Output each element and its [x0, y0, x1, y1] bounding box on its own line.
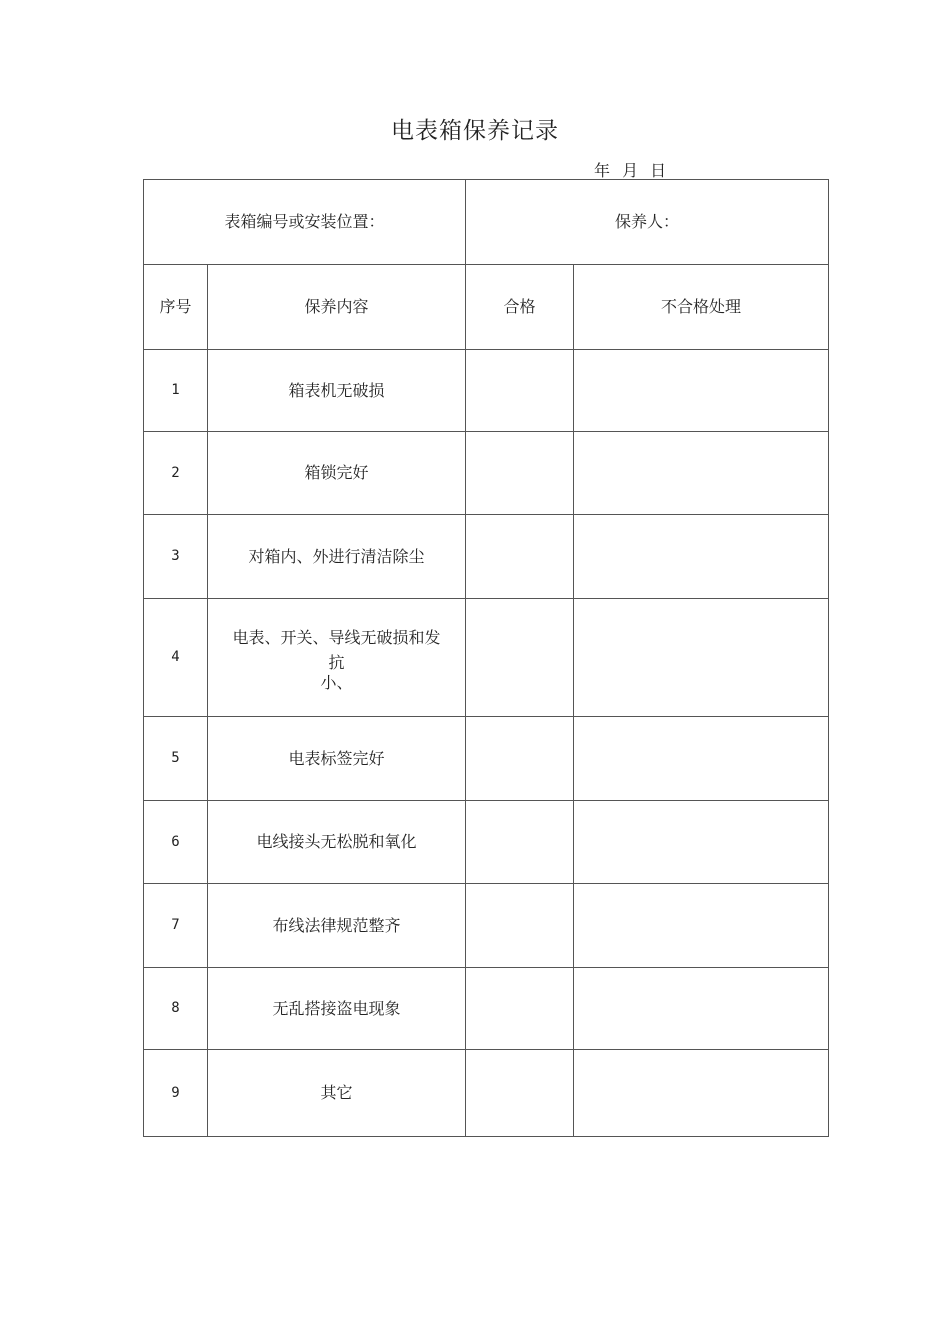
- row-content-line: 小、: [320, 672, 353, 692]
- box-label-cell: 表箱编号或安装位置：: [144, 180, 466, 265]
- row-number: 4: [144, 599, 208, 717]
- row-content: [208, 599, 466, 717]
- row-content-line: 抗: [328, 652, 345, 672]
- pass-cell[interactable]: [466, 717, 574, 801]
- row-number: 5: [144, 717, 208, 801]
- pass-cell[interactable]: [466, 801, 574, 884]
- row-content: 对箱内、外进行清洁除尘: [208, 515, 466, 599]
- fail-handling-cell[interactable]: [574, 599, 829, 717]
- fail-handling-cell[interactable]: [574, 717, 829, 801]
- row-content: 箱表机无破损: [208, 350, 466, 432]
- pass-cell[interactable]: [466, 1050, 574, 1137]
- table-row: [144, 968, 829, 1050]
- pass-cell[interactable]: [466, 599, 574, 717]
- fail-handling-cell[interactable]: [574, 1050, 829, 1137]
- header-row: [144, 180, 829, 265]
- row-number: 3: [144, 515, 208, 599]
- fail-handling-cell[interactable]: [574, 432, 829, 515]
- maintenance-record-table: [143, 179, 829, 1137]
- pass-cell[interactable]: [466, 968, 574, 1050]
- row-number: 7: [144, 884, 208, 968]
- pass-cell[interactable]: [466, 515, 574, 599]
- column-header-pass: 合格: [466, 265, 574, 350]
- fail-handling-cell[interactable]: [574, 884, 829, 968]
- fail-handling-cell[interactable]: [574, 801, 829, 884]
- table-row: [144, 1050, 829, 1137]
- row-content: 电表标签完好: [208, 717, 466, 801]
- table-row: [144, 515, 829, 599]
- row-content: 箱锁完好: [208, 432, 466, 515]
- fail-handling-cell[interactable]: [574, 350, 829, 432]
- column-header-index: 序号: [144, 265, 208, 350]
- document-title: 电表箱保养记录: [391, 118, 559, 144]
- pass-cell[interactable]: [466, 432, 574, 515]
- row-content-line: 电表、开关、导线无破损和发: [232, 627, 441, 647]
- table-row: [144, 599, 829, 717]
- row-content: 布线法律规范整齐: [208, 884, 466, 968]
- fail-handling-cell[interactable]: [574, 968, 829, 1050]
- row-number: 6: [144, 801, 208, 884]
- row-number: 8: [144, 968, 208, 1050]
- table-row: [144, 432, 829, 515]
- column-header-row: [144, 265, 829, 350]
- table-row: [144, 884, 829, 968]
- row-number: 9: [144, 1050, 208, 1137]
- column-header-fail-handling: 不合格处理: [574, 265, 829, 350]
- pass-cell[interactable]: [466, 350, 574, 432]
- pass-cell[interactable]: [466, 884, 574, 968]
- table-row: [144, 717, 829, 801]
- row-content: 其它: [208, 1050, 466, 1137]
- maintainer-label-cell: 保养人：: [466, 180, 829, 265]
- date-line: 年 月 日: [594, 161, 668, 180]
- table-row: [144, 350, 829, 432]
- table-row: [144, 801, 829, 884]
- row-content: 电线接头无松脱和氧化: [208, 801, 466, 884]
- row-content: 无乱搭接盗电现象: [208, 968, 466, 1050]
- column-header-content: 保养内容: [208, 265, 466, 350]
- row-number: 2: [144, 432, 208, 515]
- fail-handling-cell[interactable]: [574, 515, 829, 599]
- row-number: 1: [144, 350, 208, 432]
